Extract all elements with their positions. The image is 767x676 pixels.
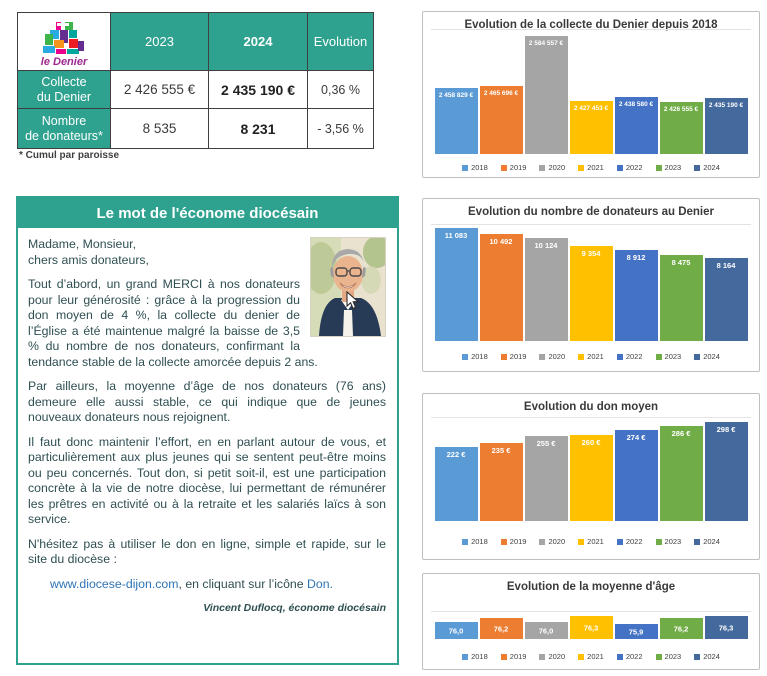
legend-year-label: 2021 [587,537,604,546]
chart-plot-area [431,417,751,521]
legend-item-2022 [617,163,643,172]
legend-item-2019 [501,163,527,172]
chart-legend [423,652,759,661]
bar-value-label: 76,0 [448,626,464,635]
bar-2019 [480,618,523,639]
letter-title: Le mot de l'économe diocésain [18,198,397,228]
legend-item-2024 [694,652,720,661]
chart-title: Evolution du nombre de donateurs au Denier [468,206,714,218]
legend-swatch-icon [617,354,623,360]
letter-paragraph: Tout d’abord, un grand MERCI à nos donateurs pour leur générosité : grâce à la progression du don moyen de 4 %, la collecte du denier de l’Église a été maintenue malgré la baisse de 3,5 % du nombre de nos donateurs, confirmant la tendance stable de la collecte amorcée depuis 2 ans. [28,277,318,369]
legend-year-label: 2018 [471,352,488,361]
legend-year-label: 2022 [625,537,643,546]
donateurs-2023-value: 8 535 [111,109,209,148]
bar-value-label: 255 € [536,439,556,448]
chart-moyenne-age [422,573,760,670]
bar-value-label: 2 438 580 € [618,101,654,108]
legend-swatch-icon [694,165,700,171]
bar-value-label: 260 € [581,438,601,447]
legend-item-2023 [656,537,682,546]
legend-swatch-icon [656,165,662,171]
letter-paragraph: Par ailleurs, la moyenne d’âge de nos donateurs (76 ans) demeure elle aussi stable, ce qui indique que de jeunes nouveaux donateurs nous rejoignent. [28,379,386,424]
legend-item-2019 [501,352,527,361]
legend-year-label: 2023 [664,163,682,172]
bar-2024 [705,98,748,154]
denier-logo [18,13,111,71]
bar-2022 [615,97,658,154]
bar-value-label: 75,9 [628,627,644,636]
legend-swatch-icon [617,165,623,171]
bar-2019 [480,86,523,154]
bar-2024 [705,422,748,521]
legend-swatch-icon [501,654,507,660]
letter-panel [16,196,399,665]
bar-value-label: 10 124 [534,241,558,250]
row-label-line: de donateurs* [25,128,103,143]
bar-value-label: 235 € [491,446,511,455]
legend-item-2021 [578,163,604,172]
legend-item-2018 [462,537,488,546]
bar-2021 [570,101,613,154]
legend-swatch-icon [462,354,468,360]
bar-2019 [480,234,523,341]
chart-title: Evolution de la moyenne d'âge [506,581,676,593]
bar-value-label: 286 € [671,429,691,438]
legend-swatch-icon [578,539,584,545]
legend-swatch-icon [656,354,662,360]
chart-legend [423,537,759,546]
bar-2018 [435,228,478,341]
legend-year-label: 2018 [471,537,488,546]
bar-2023 [660,102,703,154]
bar-2019 [480,443,523,521]
bar-2023 [660,618,703,639]
legend-year-label: 2020 [548,163,566,172]
bar-value-label: 76,3 [583,623,599,632]
bar-2020 [525,622,568,639]
chart-legend [423,352,759,361]
bar-value-label: 11 083 [444,231,468,240]
collecte-2024-value: 2 435 190 € [209,71,308,109]
salutation-line: Madame, Monsieur, [28,237,136,251]
bar-2023 [660,426,703,521]
col-header-2023: 2023 [111,13,209,71]
bar-value-label: 298 € [716,425,736,434]
legend-year-label: 2023 [664,652,682,661]
bar-2021 [570,246,613,341]
bar-value-label: 274 € [626,433,646,442]
chart-plot-area [431,224,751,341]
summary-table [17,12,374,149]
legend-item-2020 [539,537,565,546]
legend-swatch-icon [578,354,584,360]
legend-year-label: 2024 [703,163,720,172]
letter-signature: Vincent Duflocq, économe diocésain [203,602,386,614]
donateurs-2024-value: 8 231 [209,109,308,148]
legend-year-label: 2022 [625,352,643,361]
legend-year-label: 2021 [587,163,604,172]
row-label-line: du Denier [36,89,92,104]
bar-2024 [705,258,748,341]
bar-2022 [615,250,658,341]
legend-item-2019 [501,652,527,661]
legend-swatch-icon [462,654,468,660]
collecte-2023-value: 2 426 555 € [111,71,209,109]
legend-swatch-icon [539,354,545,360]
legend-item-2018 [462,163,488,172]
bar-2024 [705,616,748,639]
econome-portrait-photo [310,237,386,337]
bar-2023 [660,255,703,341]
chart-don-moyen [422,393,760,560]
donateurs-evolution-value: - 3,56 % [317,121,364,136]
legend-swatch-icon [462,539,468,545]
letter-body [18,228,397,621]
legend-year-label: 2021 [587,652,604,661]
legend-swatch-icon [694,354,700,360]
legend-swatch-icon [694,539,700,545]
bar-2022 [615,430,658,521]
link-suffix-text: , en cliquant sur l’icône [178,576,308,591]
legend-year-label: 2021 [587,352,604,361]
row-label-line: Collecte [41,74,87,89]
chart-legend [423,163,759,172]
legend-year-label: 2020 [548,652,566,661]
mouse-cursor-icon [346,291,360,311]
salutation-line: chers amis donateurs, [28,252,149,267]
legend-year-label: 2023 [664,352,682,361]
bar-value-label: 2 458 829 € [438,92,474,99]
legend-item-2018 [462,352,488,361]
bar-value-label: 2 435 190 € [708,102,744,109]
legend-swatch-icon [617,654,623,660]
legend-year-label: 2022 [625,163,643,172]
bar-2020 [525,238,568,341]
row-label-collecte [18,71,111,109]
bar-value-label: 76,2 [493,624,509,633]
legend-swatch-icon [462,165,468,171]
chart-nombre-donateurs [422,198,760,372]
legend-year-label: 2020 [548,352,566,361]
church-mosaic-icon [41,19,87,55]
chart-plot-area [431,29,751,154]
legend-item-2023 [656,163,682,172]
legend-item-2020 [539,163,565,172]
bar-2021 [570,435,613,521]
bar-value-label: 2 427 453 € [573,105,609,112]
legend-item-2020 [539,352,565,361]
bar-2018 [435,622,478,639]
bar-value-label: 76,0 [538,626,554,635]
legend-year-label: 2024 [703,537,720,546]
legend-item-2019 [501,537,527,546]
bar-2022 [615,624,658,639]
legend-item-2021 [578,537,604,546]
legend-year-label: 2024 [703,652,720,661]
legend-swatch-icon [501,539,507,545]
donation-link-line [50,577,386,593]
legend-swatch-icon [578,165,584,171]
legend-swatch-icon [578,654,584,660]
legend-item-2024 [694,537,720,546]
bar-value-label: 222 € [446,450,466,459]
legend-swatch-icon [656,539,662,545]
legend-year-label: 2024 [703,352,720,361]
letter-paragraph: Il faut donc maintenir l’effort, en en parlant autour de vous, et particulièrement aux plus jeunes qui se sentent peut-être moins ou peu concernés. Tout don, si petit soit-il, est une participation concrète à la vie de notre diocèse, lui permettant de rémunérer les prêtres en activité ou à la retraite et les salariés laïcs à son service. [28,434,386,526]
chart-plot-area [431,611,751,639]
bar-value-label: 2 584 557 € [528,40,564,47]
bar-value-label: 2 465 696 € [483,90,519,97]
row-label-line: Nombre [41,113,87,128]
legend-year-label: 2022 [625,652,643,661]
bar-value-label: 2 426 555 € [663,106,699,113]
legend-item-2022 [617,352,643,361]
legend-year-label: 2019 [509,352,527,361]
row-label-donateurs [18,109,111,148]
bar-value-label: 9 354 [581,249,601,258]
letter-paragraph: N'hésitez pas à utiliser le don en ligne, simple et rapide, sur le site du diocèse : [28,536,386,566]
bar-value-label: 8 475 [671,258,691,267]
legend-item-2024 [694,352,720,361]
diocese-website-link[interactable]: www.diocese-dijon.com [50,576,179,591]
bar-2021 [570,616,613,639]
legend-item-2018 [462,652,488,661]
legend-item-2022 [617,652,643,661]
legend-item-2024 [694,163,720,172]
logo-label: le Denier [40,55,88,68]
legend-year-label: 2019 [509,652,527,661]
bar-value-label: 76,2 [673,624,689,633]
legend-item-2021 [578,652,604,661]
legend-swatch-icon [694,654,700,660]
col-header-2024: 2024 [209,13,308,71]
don-icon-mention: Don. [307,576,333,591]
legend-item-2023 [656,652,682,661]
collecte-evolution-value: 0,36 % [308,71,373,109]
chart-title: Evolution de la collecte du Denier depuis 2018 [464,19,718,31]
bar-value-label: 76,3 [718,623,734,632]
bar-2020 [525,36,568,154]
legend-swatch-icon [539,165,545,171]
legend-swatch-icon [656,654,662,660]
chart-collecte-denier [422,11,760,178]
bar-2018 [435,447,478,521]
legend-item-2023 [656,352,682,361]
legend-year-label: 2018 [471,163,488,172]
col-header-evolution: Evolution [308,13,373,71]
bar-2020 [525,436,568,521]
legend-swatch-icon [539,654,545,660]
legend-item-2022 [617,537,643,546]
legend-swatch-icon [539,539,545,545]
bar-2018 [435,88,478,154]
chart-title: Evolution du don moyen [523,401,659,413]
legend-swatch-icon [501,165,507,171]
legend-item-2021 [578,352,604,361]
legend-item-2020 [539,652,565,661]
legend-year-label: 2019 [509,537,527,546]
legend-year-label: 2019 [509,163,527,172]
bar-value-label: 10 492 [489,237,513,246]
table-footnote: * Cumul par paroisse [19,150,120,161]
legend-year-label: 2018 [471,652,488,661]
bar-value-label: 8 912 [626,253,646,262]
legend-swatch-icon [501,354,507,360]
bar-value-label: 8 164 [716,261,736,270]
legend-swatch-icon [617,539,623,545]
legend-year-label: 2020 [548,537,566,546]
legend-year-label: 2023 [664,537,682,546]
